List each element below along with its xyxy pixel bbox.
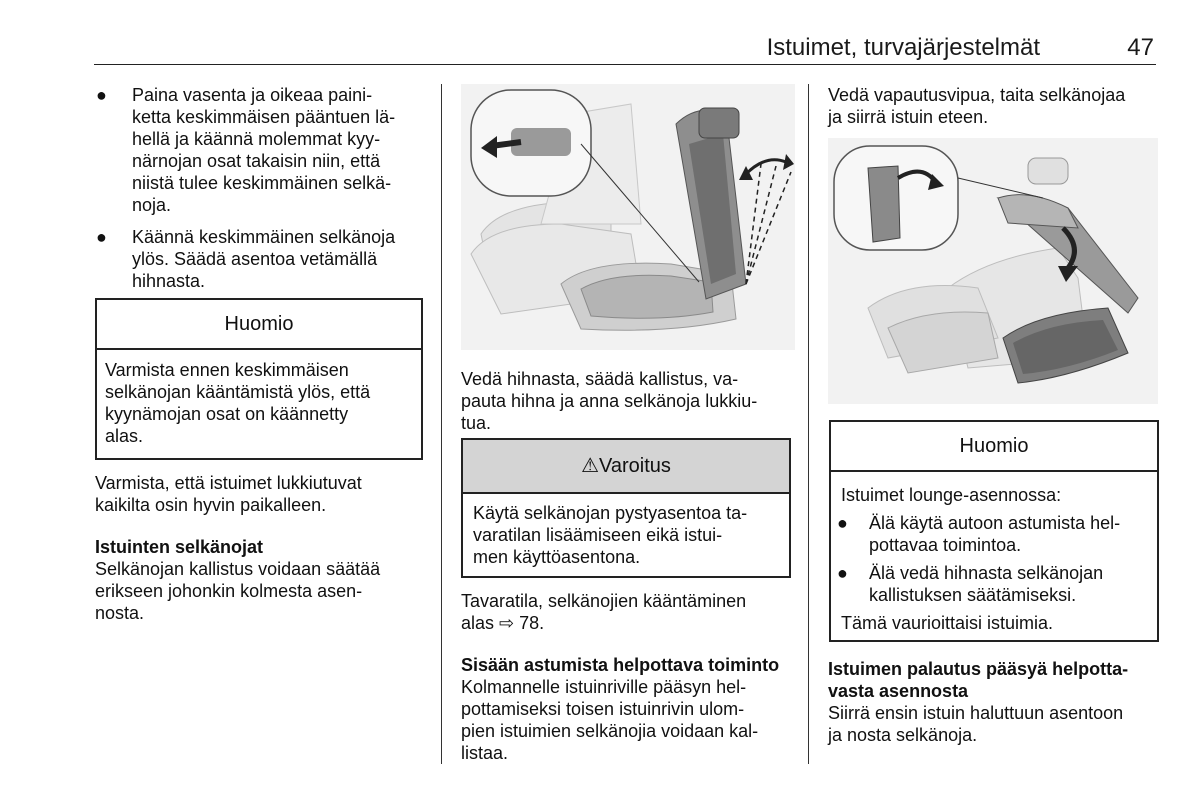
list-item xyxy=(837,562,1152,608)
figure-caption: Vedä hihnasta, säädä kallistus, va- pauta hihna ja anna selkänoja lukkiu- tua. xyxy=(461,369,758,433)
warning-header xyxy=(463,440,789,494)
page-number: 47 xyxy=(1127,34,1154,61)
section-heading: Istuinten selkänojat xyxy=(95,537,264,557)
bullet-icon: ● xyxy=(96,85,107,105)
list-item-text: Paina vasenta ja oikeaa paini- ketta keskimmäisen pääntuen lä- hellä ja käännä molemmat kyy- närnojan osat takaisin niin, että niistä tulee keskimmäinen selkä- noja. xyxy=(132,85,396,215)
seat-recline-illustration xyxy=(461,84,795,350)
note-tail: Tämä vaurioittaisi istuimia. xyxy=(841,613,1054,633)
paragraph: Kolmannelle istuinriville pääsyn hel- pottamiseksi toisen istuinrivin ulom- pien istuimien selkänojia voidaan kal- listaa. xyxy=(461,677,759,763)
list-item-text: Älä käytä autoon astumista hel- pottavaa toimintoa. xyxy=(869,513,1121,555)
paragraph: Varmista, että istuimet lukkiutuvat kaikilta osin hyvin paikalleen. xyxy=(95,473,362,515)
note-lead: Istuimet lounge-asennossa: xyxy=(841,485,1062,505)
note-title: Huomio xyxy=(97,300,421,350)
warning-text: Käytä selkänojan pystyasentoa ta- varatilan lisäämiseen eikä istui- men käyttöasentona. xyxy=(473,503,748,567)
paragraph: Tavaratila, selkänojien kääntäminen alas ⇨ 78. xyxy=(461,591,747,633)
paragraph: Siirrä ensin istuin haluttuun asentoon ja nosta selkänoja. xyxy=(828,703,1124,745)
list-item xyxy=(837,512,1152,558)
note-text: Varmista ennen keskimmäisen selkänojan kääntämistä ylös, että kyynämojan osat on käännetty alas. xyxy=(105,360,371,446)
bullet-icon: ● xyxy=(837,513,848,533)
list-item-text: Käännä keskimmäinen selkänoja ylös. Säädä asentoa vetämällä hihnasta. xyxy=(132,227,396,291)
page-section-title: Istuimet, turvajärjestelmät xyxy=(766,34,1040,61)
bullet-icon: ● xyxy=(96,227,107,247)
warning-title: Varoitus xyxy=(599,455,671,477)
warning-box xyxy=(461,438,791,578)
section-heading: Istuimen palautus pääsyä helpotta- vasta asennosta xyxy=(828,659,1129,701)
seat-fold-illustration xyxy=(828,138,1158,404)
list-item xyxy=(96,226,436,296)
paragraph: Selkänojan kallistus voidaan säätää erikseen johonkin kolmesta asen- nosta. xyxy=(95,559,381,623)
bullet-icon: ● xyxy=(837,563,848,583)
column-divider xyxy=(808,84,809,764)
section-heading: Sisään astumista helpottava toiminto xyxy=(461,655,780,675)
note-box xyxy=(829,420,1159,642)
paragraph: Vedä vapautusvipua, taita selkänojaa ja siirrä istuin eteen. xyxy=(828,85,1126,127)
header-rule xyxy=(94,64,1156,65)
note-body xyxy=(831,472,1157,640)
list-item xyxy=(96,84,436,224)
list-item-text: Älä vedä hihnasta selkänojan kallistuksen säätämiseksi. xyxy=(869,563,1104,605)
note-box xyxy=(95,298,423,460)
column-divider xyxy=(441,84,442,764)
note-title: Huomio xyxy=(831,422,1157,472)
warning-icon: ⚠ xyxy=(581,455,600,477)
